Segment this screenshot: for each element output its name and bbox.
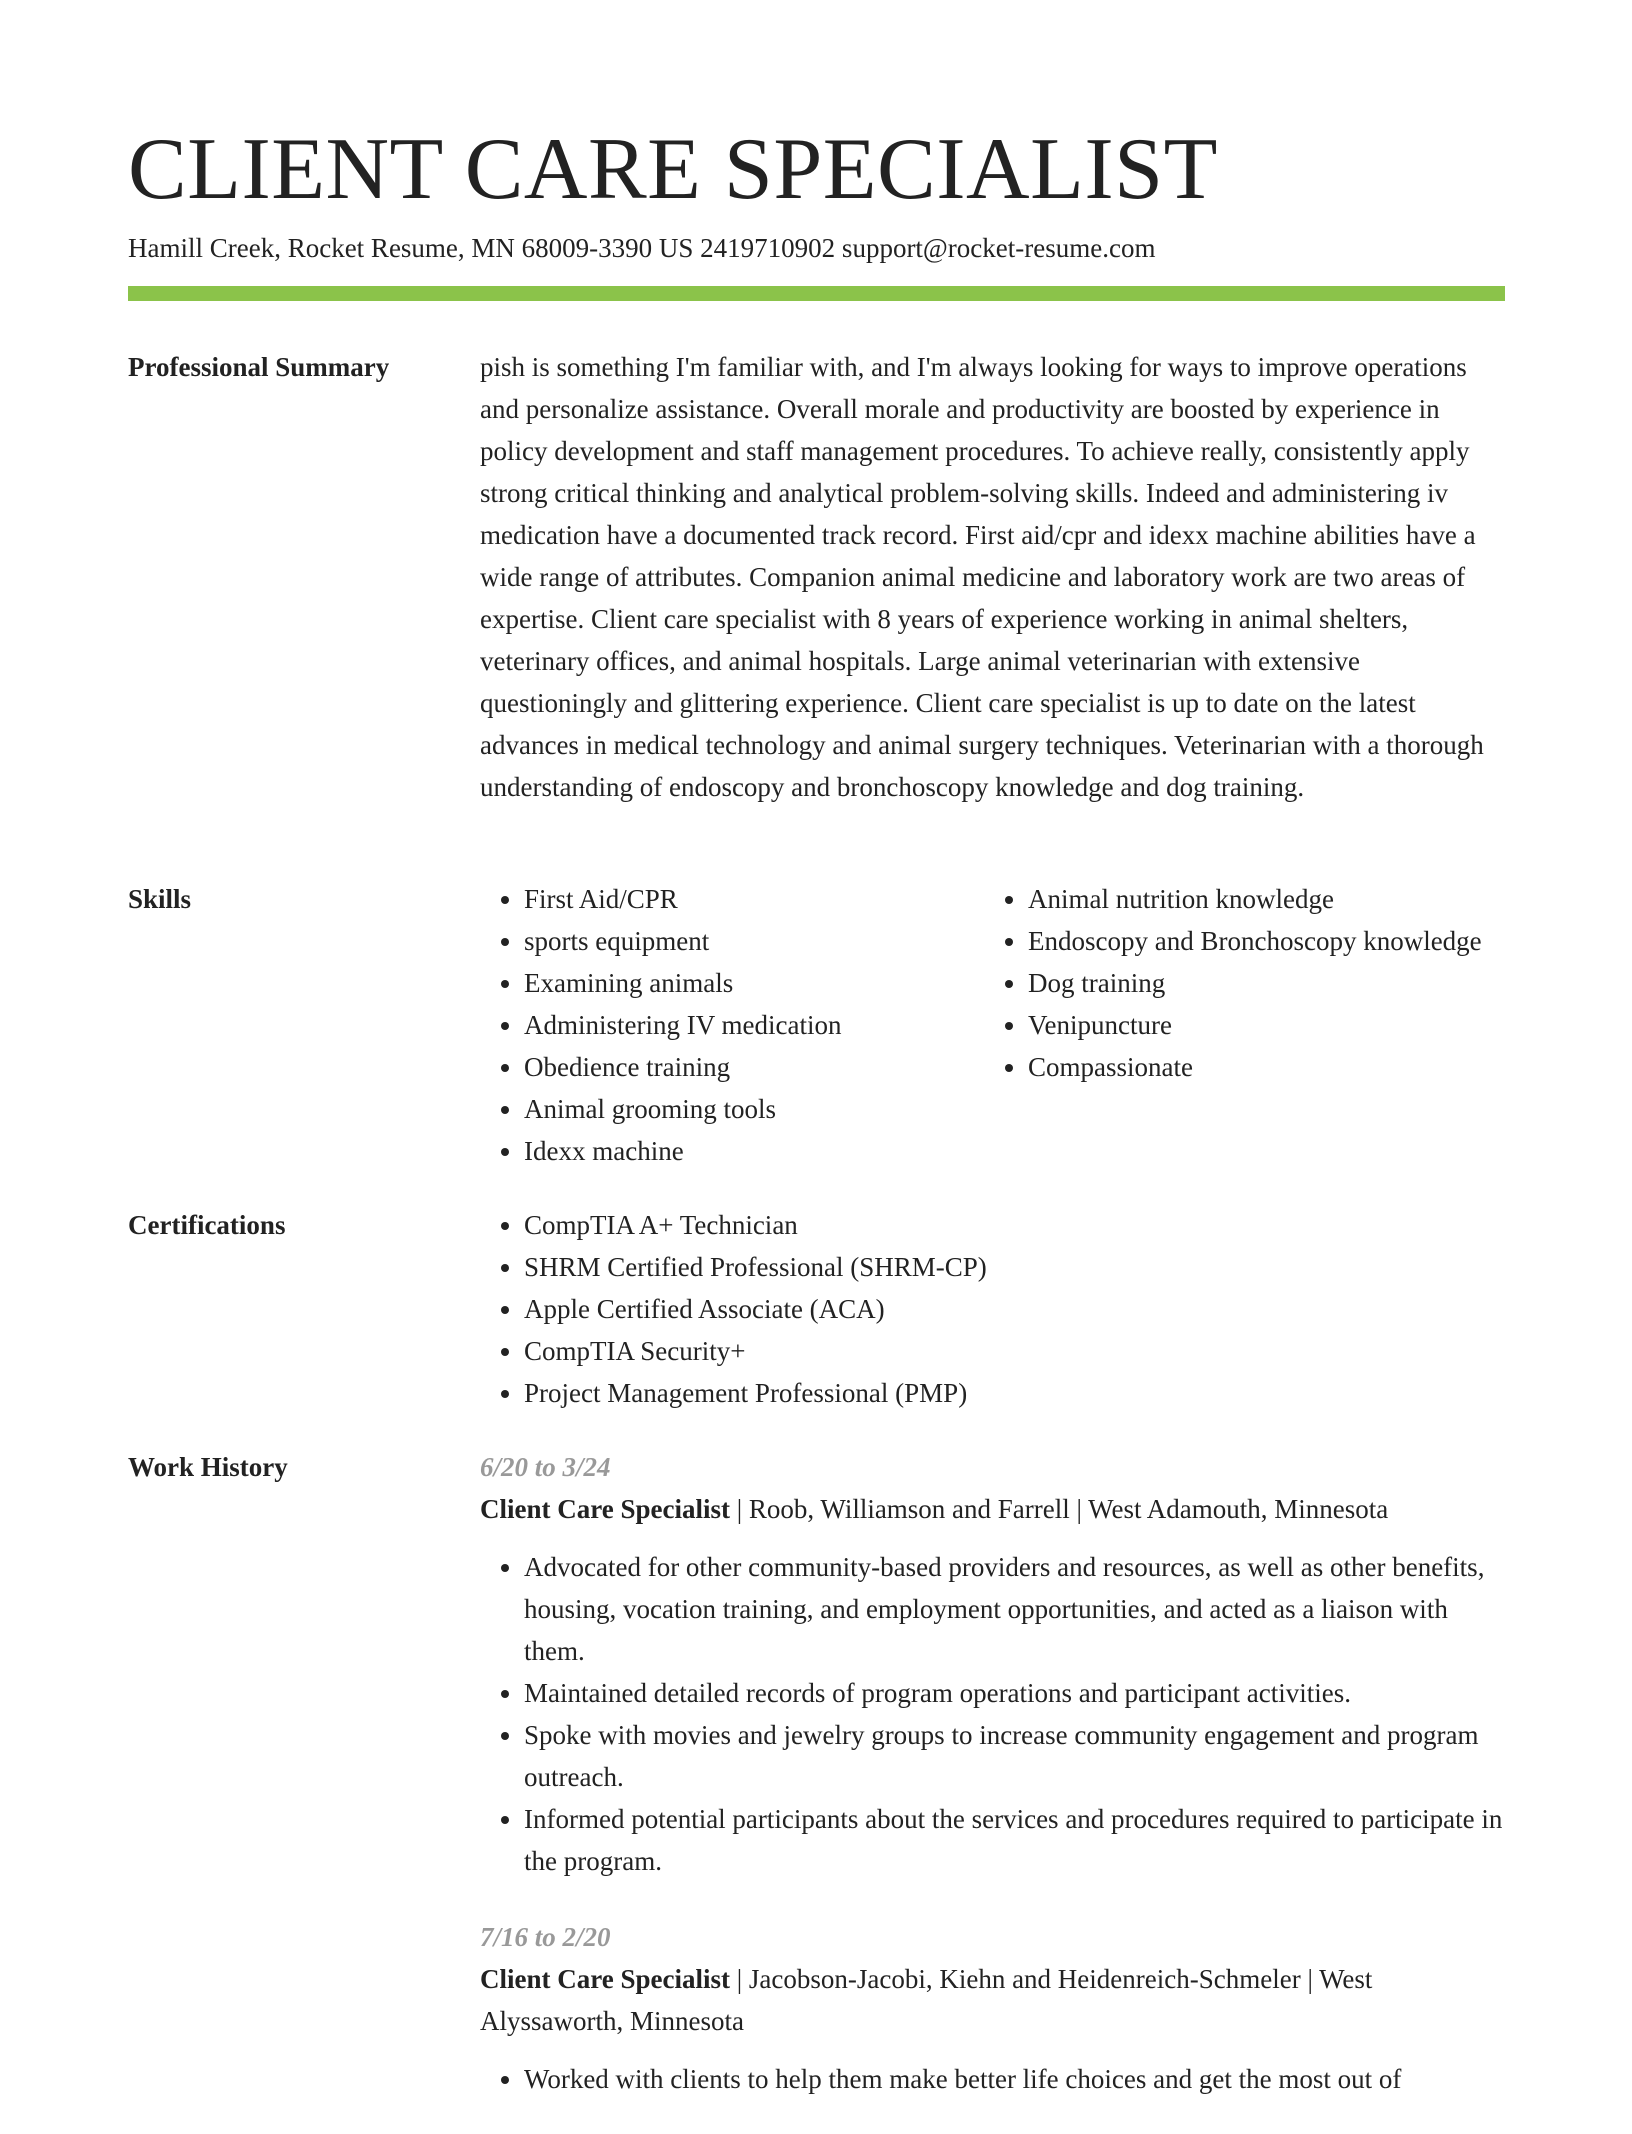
job-dates: 7/16 to 2/20	[480, 1922, 611, 1952]
job-bullet: • Informed potential participants about the services and procedures required to participate in the program.	[524, 1798, 1505, 1882]
skill-item: • Animal nutrition knowledge	[1028, 878, 1488, 920]
job-employer: | Jacobson-Jacobi, Kiehn and Heidenreich-Schmeler | West Alyssaworth, Minnesota	[480, 1964, 1373, 2036]
job-title-line	[480, 1488, 1505, 1530]
skill-item: • Idexx machine	[524, 1130, 984, 1172]
work-history-body	[480, 1446, 1505, 2134]
job-title-line	[480, 1958, 1505, 2042]
skill-item: • Administering IV medication	[524, 1004, 984, 1046]
job-bullet: • Advocated for other community-based providers and resources, as well as other benefits, housing, vocation training, and employment opportunities, and acted as a liaison with them.	[524, 1546, 1505, 1672]
certification-item: • CompTIA Security+	[524, 1330, 1505, 1372]
work-history-label: Work History	[128, 1452, 288, 1482]
header-divider	[128, 286, 1505, 301]
resume-title: CLIENT CARE SPECIALIST	[128, 121, 1218, 218]
contact-line: Hamill Creek, Rocket Resume, MN 68009-3390 US 2419710902 support@rocket-resume.com	[128, 233, 1156, 263]
job-employer: | Roob, Williamson and Farrell | West Adamouth, Minnesota	[729, 1494, 1389, 1524]
job-title: Client Care Specialist	[480, 1494, 730, 1524]
job-dates: 6/20 to 3/24	[480, 1452, 611, 1482]
skill-item: • Animal grooming tools	[524, 1088, 984, 1130]
skills-column-right	[984, 878, 1488, 1172]
certification-item: • CompTIA A+ Technician	[524, 1204, 1505, 1246]
job-entry	[480, 1446, 1505, 1882]
summary-body	[480, 346, 1505, 808]
skill-item: • Venipuncture	[1028, 1004, 1488, 1046]
certification-item: • SHRM Certified Professional (SHRM-CP)	[524, 1246, 1505, 1288]
certification-item: • Project Management Professional (PMP)	[524, 1372, 1505, 1414]
skill-item: • Dog training	[1028, 962, 1488, 1004]
skill-item: • First Aid/CPR	[524, 878, 984, 920]
skill-item: • Endoscopy and Bronchoscopy knowledge	[1028, 920, 1488, 962]
job-entry	[480, 1916, 1505, 2100]
skill-item: • Compassionate	[1028, 1046, 1488, 1088]
certifications-body	[480, 1204, 1505, 1414]
certifications-label: Certifications	[128, 1210, 286, 1240]
skill-item: • sports equipment	[524, 920, 984, 962]
summary-label: Professional Summary	[128, 352, 390, 382]
certification-item: • Apple Certified Associate (ACA)	[524, 1288, 1505, 1330]
job-bullet: • Spoke with movies and jewelry groups to increase community engagement and program outreach.	[524, 1714, 1505, 1798]
skill-item: • Obedience training	[524, 1046, 984, 1088]
skills-body	[480, 878, 1505, 1172]
job-title: Client Care Specialist	[480, 1964, 730, 1994]
job-bullet: • Worked with clients to help them make better life choices and get the most out of	[524, 2058, 1505, 2100]
job-bullet: • Maintained detailed records of program operations and participant activities.	[524, 1672, 1505, 1714]
summary-text: pish is something I'm familiar with, and I'm always looking for ways to improve operations and personalize assistance. Overall morale and productivity are boosted by experience in policy development and staff management procedures. To achieve really, consistently apply strong critical thinking and analytical problem-solving skills. Indeed and administering iv medication have a documented track record. First aid/cpr and idexx machine abilities have a wide range of attributes. Companion animal medicine and laboratory work are two areas of expertise. Client care specialist with 8 years of experience working in animal shelters, veterinary offices, and animal hospitals. Large animal veterinarian with extensive questioningly and glittering experience. Client care specialist is up to date on the latest advances in medical technology and animal surgery techniques. Veterinarian with a thorough understanding of endoscopy and bronchoscopy knowledge and dog training.	[480, 352, 1484, 802]
skills-column-left	[480, 878, 984, 1172]
skills-label: Skills	[128, 884, 192, 914]
skill-item: • Examining animals	[524, 962, 984, 1004]
